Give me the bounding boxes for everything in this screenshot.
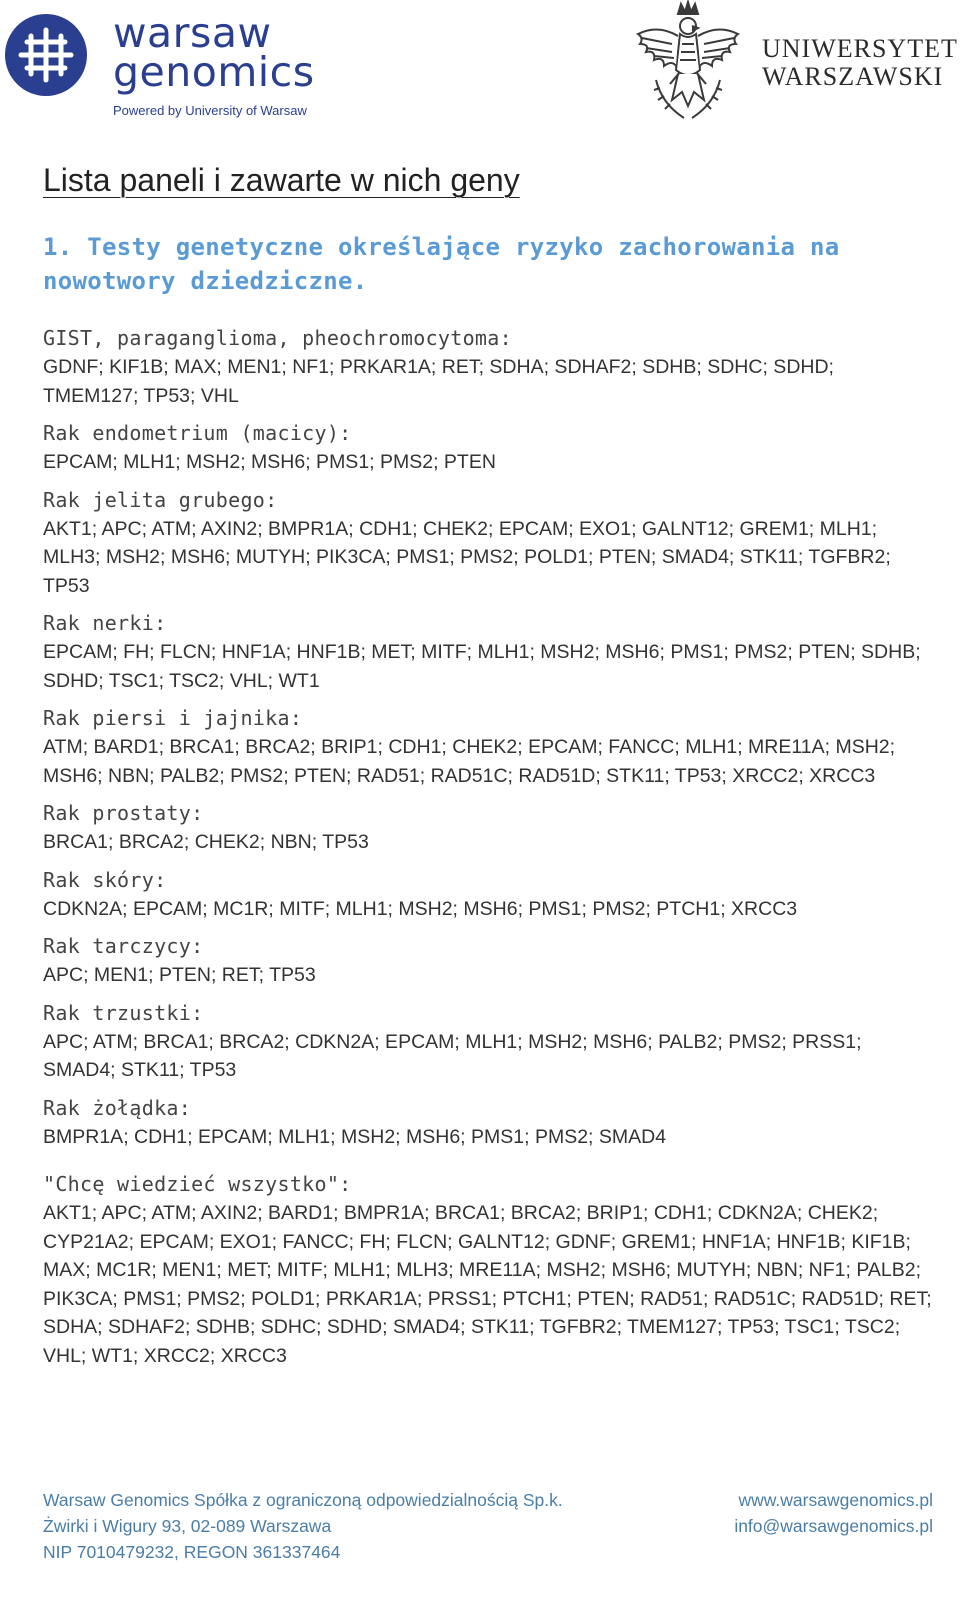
panel-thyroid [43, 931, 933, 990]
university-name-line1: UNIWERSYTET [762, 34, 958, 63]
panel-name: Rak endometrium (macicy): [43, 421, 352, 445]
panel-genes: APC; MEN1; PTEN; RET; TP53 [43, 964, 316, 986]
panel-genes: AKT1; APC; ATM; AXIN2; BMPR1A; CDH1; CHEK2; EPCAM; EXO1; GALNT12; GREM1; MLH1; MLH3; MSH2; MSH6; MUTYH; PIK3CA; PMS1; PMS2; POLD1; PTEN; SMAD4; STK11; TGFBR2; TP53 [43, 517, 891, 597]
panel-everything [43, 1169, 933, 1370]
footer-registry: NIP 7010479232, REGON 361337464 [43, 1542, 341, 1562]
footer-address: Żwirki i Wigury 93, 02-089 Warszawa [43, 1516, 332, 1536]
panel-pancreas [43, 998, 933, 1085]
panel-genes: APC; ATM; BRCA1; BRCA2; CDKN2A; EPCAM; MLH1; MSH2; MSH6; PALB2; PMS2; PRSS1; SMAD4; STK11; TP53 [43, 1030, 862, 1081]
panel-genes: BMPR1A; CDH1; EPCAM; MLH1; MSH2; MSH6; PMS1; PMS2; SMAD4 [43, 1125, 667, 1148]
panel-genes: AKT1; APC; ATM; AXIN2; BARD1; BMPR1A; BRCA1; BRCA2; BRIP1; CDH1; CDKN2A; CHEK2; CYP21A2; EPCAM; EXO1; FANCC; FH; FLCN; GALNT12; GDNF; GREM1; HNF1A; HNF1B; KIF1B; MAX; MC1R; MEN1; MET; MITF; MLH1; MLH3; MRE11A; MSH2; MSH6; MUTYH; NBN; NF1; PALB2; PIK3CA; PMS1; PMS2; POLD1; PRKAR1A; PRSS1; PTCH1; PTEN; RAD51; RAD51C; RAD51D; RET; SDHA; SDHAF2; SDHB; SDHC; SDHD; SMAD4; STK11; TGFBR2; TMEM127; TP53; TSC1; TSC2; VHL; WT1; XRCC2; XRCC3 [43, 1202, 932, 1367]
logo-tagline: Powered by University of Warsaw [113, 103, 307, 118]
panel-name: Rak prostaty: [43, 801, 204, 825]
panel-name: "Chcę wiedzieć wszystko": [43, 1172, 352, 1196]
panel-name: Rak piersi i jajnika: [43, 706, 303, 730]
panel-name: Rak trzustki: [43, 1000, 204, 1025]
panel-colorectal [43, 485, 933, 601]
panel-gist [43, 323, 933, 410]
page-title: Lista paneli i zawarte w nich geny [43, 162, 520, 198]
panel-prostate [43, 798, 933, 857]
warsaw-genomics-emblem-icon [5, 14, 87, 96]
panel-list [43, 323, 933, 1378]
logo-word-genomics: genomics [113, 48, 315, 96]
panel-kidney [43, 608, 933, 695]
panel-stomach [43, 1093, 933, 1152]
panel-name: Rak żołądka: [43, 1095, 192, 1120]
panel-genes: CDKN2A; EPCAM; MC1R; MITF; MLH1; MSH2; MSH6; PMS1; PMS2; PTCH1; XRCC3 [43, 897, 798, 920]
panel-endometrium [43, 418, 933, 477]
footer-website-link[interactable]: www.warsawgenomics.pl [738, 1490, 933, 1510]
panel-name: GIST, paraganglioma, pheochromocytoma: [43, 326, 512, 350]
panel-genes: EPCAM; MLH1; MSH2; MSH6; PMS1; PMS2; PTEN [43, 451, 496, 473]
warsaw-genomics-logo [0, 0, 330, 130]
university-name-line2: WARSZAWSKI [762, 62, 944, 91]
panel-name: Rak skóry: [43, 867, 167, 892]
footer-company-name: Warsaw Genomics Spółka z ograniczoną odpowiedzialnością Sp.k. [43, 1490, 563, 1510]
section-title: 1. Testy genetyczne określające ryzyko zachorowania na nowotwory dziedziczne. [43, 233, 840, 295]
panel-genes: EPCAM; FH; FLCN; HNF1A; HNF1B; MET; MITF; MLH1; MSH2; MSH6; PMS1; PMS2; PTEN; SDHB; SDHD; TSC1; TSC2; VHL; WT1 [43, 641, 921, 692]
footer-company-info [43, 1487, 563, 1565]
panel-breast-ovarian [43, 703, 933, 790]
panel-name: Rak nerki: [43, 611, 167, 635]
panel-genes: BRCA1; BRCA2; CHEK2; NBN; TP53 [43, 831, 369, 853]
eagle-emblem-icon [628, 0, 748, 128]
footer-contact [734, 1487, 933, 1539]
footer-email-link[interactable]: info@warsawgenomics.pl [734, 1516, 933, 1536]
panel-genes: GDNF; KIF1B; MAX; MEN1; NF1; PRKAR1A; RET; SDHA; SDHAF2; SDHB; SDHC; SDHD; TMEM127; TP53; VHL [43, 356, 834, 407]
panel-skin [43, 865, 933, 924]
panel-name: Rak jelita grubego: [43, 487, 278, 512]
panel-genes: ATM; BARD1; BRCA1; BRCA2; BRIP1; CDH1; CHEK2; EPCAM; FANCC; MLH1; MRE11A; MSH2; MSH6; NBN; PALB2; PMS2; PTEN; RAD51; RAD51C; RAD51D; STK11; TP53; XRCC2; XRCC3 [43, 736, 896, 787]
panel-name: Rak tarczycy: [43, 934, 204, 958]
logo-word-warsaw: warsaw [113, 9, 272, 57]
university-of-warsaw-logo [628, 0, 958, 130]
